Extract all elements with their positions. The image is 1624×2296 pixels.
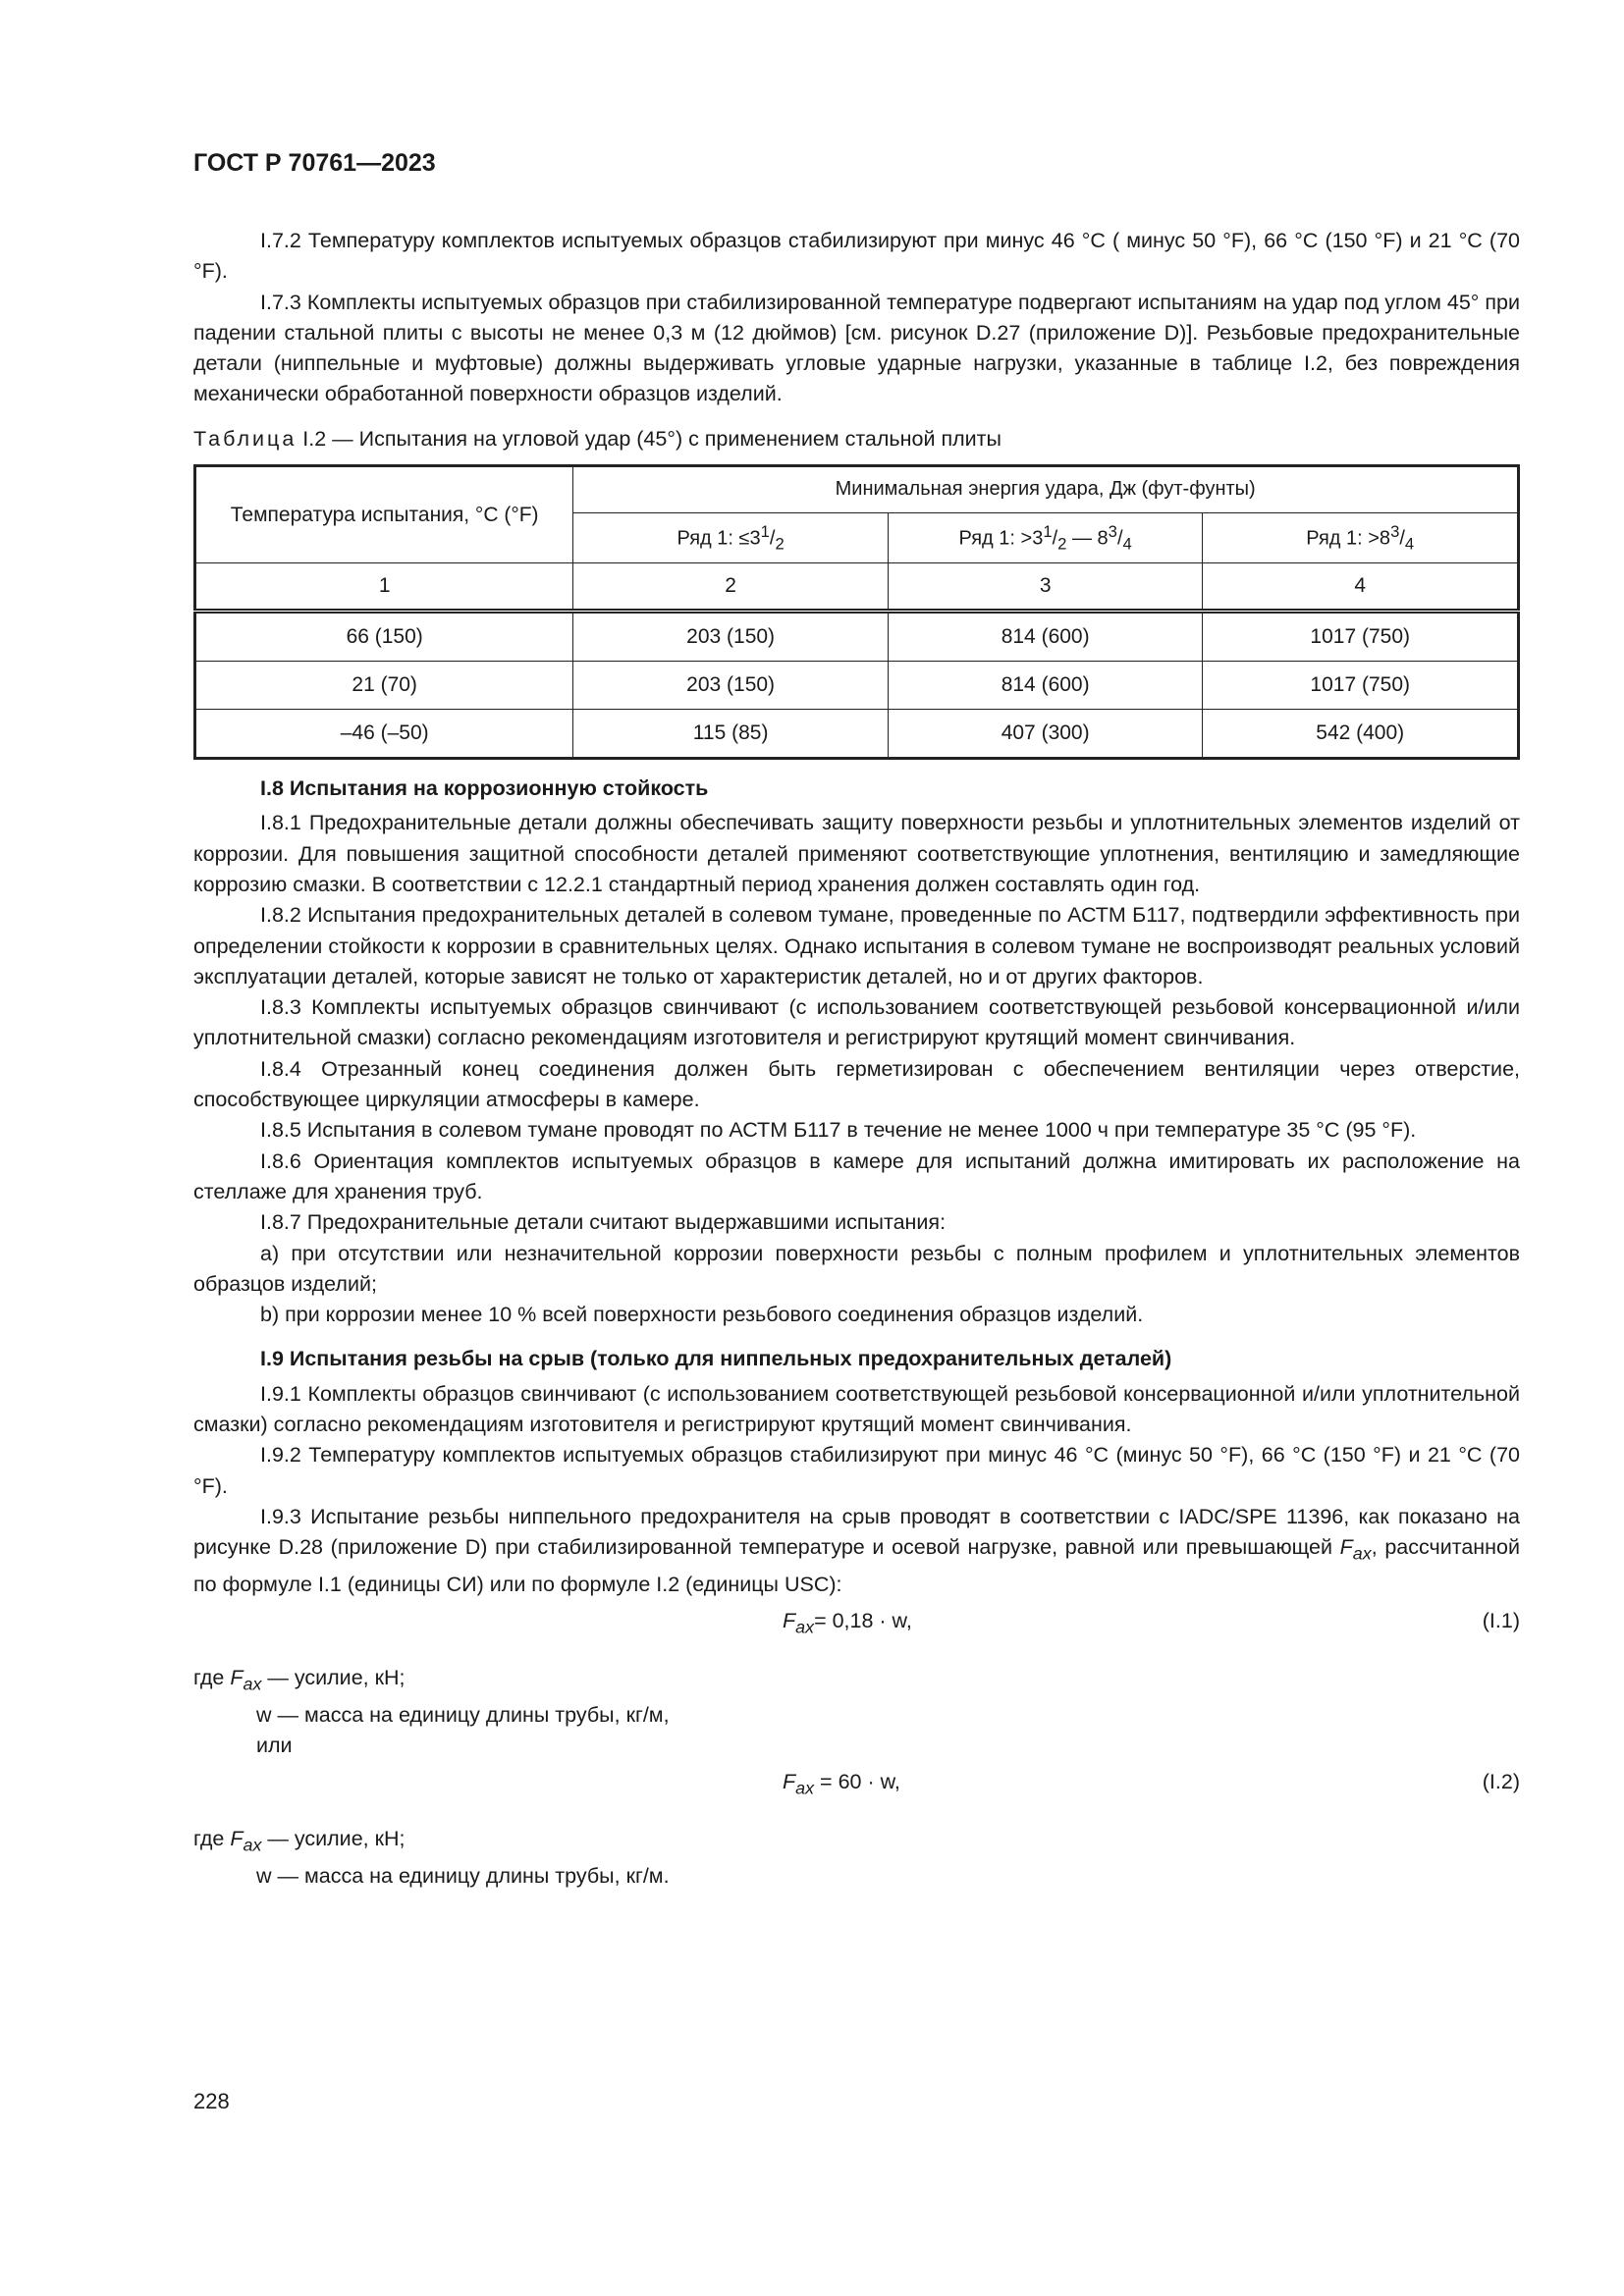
section-heading: I.8 Испытания на коррозионную стойкость [260, 776, 709, 801]
where-line: где $F_{ax}$ — усилие, кН; [193, 1666, 406, 1694]
paragraph: I.7.3 Комплекты испытуемых образцов при стабилизированной температуре подвергают испытаниям на удар под углом 45° при падении стальной плиты с высоты не менее 0,3 м (12 дюймов) [см. рисунок D.27 (приложение D)]. Резьбовые предохранительные детали (ниппельные и муфтовые) должны выдерживать угловые ударные нагрузки, указанные в таблице I.2, без повреждения механически обработанной поверхности образцов изделий. [193, 290, 1520, 406]
impact-table [193, 464, 1520, 760]
section-heading: I.9 Испытания резьбы на срыв (только для ниппельных предохранительных деталей) [260, 1347, 1172, 1371]
table-row [195, 710, 1519, 759]
where-line: w — масса на единицу длины трубы, кг/м, [256, 1702, 670, 1727]
paragraph: а) при отсутствии или незначительной коррозии поверхности резьбы с полным профилем и уплотнительных элементов образцов изделий; [193, 1241, 1520, 1296]
paragraph: b) при коррозии менее 10 % всей поверхности резьбового соединения образцов изделий. [260, 1303, 1144, 1327]
group-header: Минимальная энергия удара, Дж (фут-фунты) [573, 466, 1519, 513]
table-cell: 66 (150) [195, 612, 573, 662]
paragraph: I.9.3 Испытание резьбы ниппельного предохранителя на срыв проводят в соответствии с IADC/SPE 11396, как показано на рисунке D.28 (приложение D) при стабилизированной температуре и осевой нагрузке, равной или превышающей $F_{ax}$, рассчитанной по формуле I.1 (единицы СИ) или по формуле I.2 (единицы USC): [193, 1504, 1520, 1596]
table-cell: 814 (600) [888, 662, 1203, 710]
table-row [195, 612, 1519, 662]
sub-header: Ряд 1: $>8^3/_4$ [1203, 513, 1519, 563]
sub-header: Ряд 1: $\le 3^1/_2$ [573, 513, 889, 563]
or-text: или [256, 1733, 293, 1757]
sub-header: Ряд 1: $>3^1/_2$ — $8^3/_4$ [888, 513, 1203, 563]
page-number: 228 [193, 2089, 230, 2113]
table-caption: Таблица I.2 — Испытания на угловой удар (45°) с применением стальной плиты [193, 426, 1001, 451]
paragraph: I.8.4 Отрезанный конец соединения должен быть герметизирован с обеспечением вентиляции через отверстие, способствующее циркуляции атмосферы в камере. [193, 1056, 1520, 1112]
column-number: 4 [1203, 563, 1519, 612]
column-number: 1 [195, 563, 573, 612]
table-cell: 814 (600) [888, 612, 1203, 662]
where-line: где $F_{ax}$ — усилие, кН; [193, 1827, 406, 1855]
formula-i1: $F_{ax}= 0,18 \cdot w$, (I.1) [783, 1609, 1520, 1637]
paragraph: I.8.5 Испытания в солевом тумане проводят по АСТМ Б117 в течение не менее 1000 ч при температуре 35 °С (95 °F). [260, 1118, 1417, 1143]
paragraph: I.9.1 Комплекты образцов свинчивают (с использованием соответствующей резьбовой консервационной и/или уплотнительной смазки) согласно рекомендациям изготовителя и регистрируют крутящий момент свинчивания. [193, 1381, 1520, 1437]
table-cell: 203 (150) [573, 612, 889, 662]
paragraph: I.8.3 Комплекты испытуемых образцов свинчивают (с использованием соответствующей резьбовой консервационной и/или уплотнительной смазки) согласно рекомендациям изготовителя и регистрируют крутящий момент свинчивания. [193, 995, 1520, 1050]
paragraph: I.8.2 Испытания предохранительных деталей в солевом тумане, проведенные по АСТМ Б117, подтвердили эффективность при определении стойкости к коррозии в сравнительных целях. Однако испытания в солевом тумане не воспроизводят реальных условий эксплуатации деталей, которые зависят не только от характеристик деталей, но и от других факторов. [193, 903, 1520, 988]
paragraph: I.8.7 Предохранительные детали считают выдержавшими испытания: [260, 1210, 947, 1235]
table-cell: –46 (–50) [195, 710, 573, 759]
table-cell: 1017 (750) [1203, 662, 1519, 710]
table-cell: 542 (400) [1203, 710, 1519, 759]
paragraph: I.9.2 Температуру комплектов испытуемых образцов стабилизируют при минус 46 °С (минус 50 °F), 66 °С (150 °F) и 21 °С (70 °F). [193, 1443, 1520, 1498]
table-row [195, 662, 1519, 710]
column-number: 2 [573, 563, 889, 612]
paragraph: I.8.1 Предохранительные детали должны обеспечивать защиту поверхности резьбы и уплотнительных элементов изделий от коррозии. Для повышения защитной способности деталей применяют соответствующие уплотнения, вентиляцию и замедляющие коррозию смазки. В соответствии с 12.2.1 стандартный период хранения должен составлять один год. [193, 811, 1520, 896]
table-cell: 115 (85) [573, 710, 889, 759]
table-cell: 21 (70) [195, 662, 573, 710]
where-line: w — масса на единицу длины трубы, кг/м. [256, 1863, 670, 1888]
formula-i2: $F_{ax} = 60 \cdot w$, (I.2) [783, 1770, 1520, 1798]
table-cell: 1017 (750) [1203, 612, 1519, 662]
column-number: 3 [888, 563, 1203, 612]
paragraph: I.7.2 Температуру комплектов испытуемых образцов стабилизируют при минус 46 °С ( минус 50 °F), 66 °С (150 °F) и 21 °С (70 °F). [193, 229, 1520, 284]
document-header: ГОСТ Р 70761—2023 [193, 149, 436, 177]
table-cell: 407 (300) [888, 710, 1203, 759]
table-cell: 203 (150) [573, 662, 889, 710]
paragraph: I.8.6 Ориентация комплектов испытуемых образцов в камере для испытаний должна имитировать их расположение на стеллаже для хранения труб. [193, 1148, 1520, 1203]
col-header-temperature: Температура испытания, °С (°F) [195, 466, 573, 563]
